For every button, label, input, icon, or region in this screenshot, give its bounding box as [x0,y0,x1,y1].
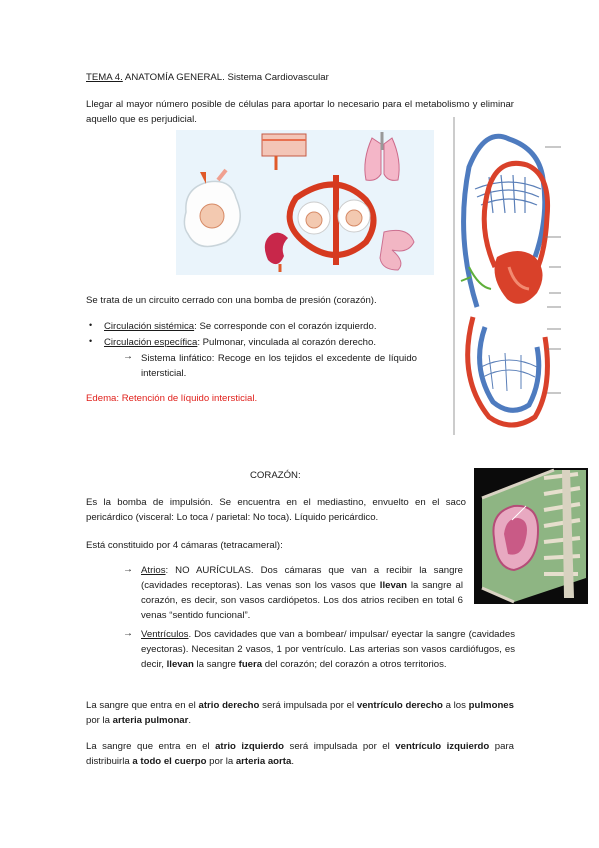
pl-b4: arteria aorta [235,756,292,767]
atrios-text-1: : NO AURÍCULAS. Dos cámaras que van a recibir la sangre (cavidades receptoras). Las venas son los vasos que [141,565,463,591]
pl-b1: atrio izquierdo [215,741,285,752]
ventriculos-bold-2: fuera [238,659,263,670]
left-heart-paragraph [86,739,514,769]
ventriculos-text-3: del corazón; del corazón a otros territorios. [262,659,447,670]
arrow-icon: → [123,628,133,639]
pl-t3: para distribuirla [86,741,514,767]
ventriculos-bold-1: llevan [166,659,194,670]
circuit-text: Se trata de un circuito cerrado con una bomba de presión (corazón). [86,295,377,306]
atrios-item [141,563,463,623]
title-rest: ANATOMÍA GENERAL. Sistema Cardiovascular [122,72,329,83]
pr-t1: La sangre que entra en el [86,700,199,711]
pl-b2: ventrículo izquierdo [395,741,490,752]
pl-t2: será impulsada por el [284,741,396,752]
pl-b3: a todo el cuerpo [132,756,207,767]
atrios-term: Atrios [141,565,166,576]
pl-t5: . [291,756,294,767]
ventriculos-text-2: la sangre [193,659,239,670]
atrios-text-2: la sangre al corazón, es decir, son vasos cardiópetos. Los dos atrios reciben en total 6 venas “sentido funcional”. [141,580,463,621]
ventriculos-term: Ventrículos [141,629,189,640]
intro-paragraph: Llegar al mayor número posible de células para aportar lo necesario para el metabolismo y eliminar aquello que es perjudicial. [86,99,514,125]
bullet-systemic [104,319,377,334]
ventriculos-item [141,627,515,672]
pr-t3: a los [442,700,469,711]
circulation-diagram [449,117,561,435]
arrow-icon: → [123,564,133,575]
systemic-term: Circulación sistémica [104,321,195,332]
specific-text: : Pulmonar, vinculada al corazón derecho. [197,337,376,348]
pl-t4: por la [206,756,236,767]
circulation-illustration [176,130,434,275]
right-heart-paragraph [86,698,514,728]
arrow-icon: → [123,351,133,362]
page-title [86,70,329,85]
pr-b4: arteria pulmonar [112,715,189,726]
pr-b3: pulmones [468,700,514,711]
heart-chambers-intro: Está constituido por 4 cámaras (tetracameral): [86,540,283,551]
pr-t5: . [188,715,192,726]
pl-t1: La sangre que entra en el [86,741,216,752]
atrios-bold-1: llevan [379,580,407,591]
lymph-text: Sistema linfático: Recoge en los tejidos el excedente de líquido intersticial. [141,353,417,379]
bullet-icon: • [89,320,93,330]
bullet-specific [104,335,376,350]
ventriculos-text-1: . Dos cavidades que van a bombear/ impulsar/ eyectar la sangre (cavidades eyectoras). Necesitan 2 vasos, 1 por ventrículo. Las arterias son vasos cardiófugos, es decir, [141,629,515,670]
bullet-icon: • [89,336,93,346]
edema-text: Edema: Retención de líquido intersticial. [86,393,258,404]
heart-heading: CORAZÓN: [250,470,301,481]
heart-description: Es la bomba de impulsión. Se encuentra en el mediastino, envuelto en el saco pericárdico (visceral: Lo toca / parietal: No toca). Líquido pericárdico. [86,497,466,523]
pr-t2: será impulsada por el [259,700,357,711]
pr-b1: atrio derecho [198,700,260,711]
systemic-text: : Se corresponde con el corazón izquierdo. [194,321,377,332]
heart-anatomy-image [474,468,588,604]
pr-t4: por la [86,715,113,726]
specific-term: Circulación específica [104,337,198,348]
pr-b2: ventrículo derecho [356,700,443,711]
title-tema: TEMA 4. [86,72,123,83]
